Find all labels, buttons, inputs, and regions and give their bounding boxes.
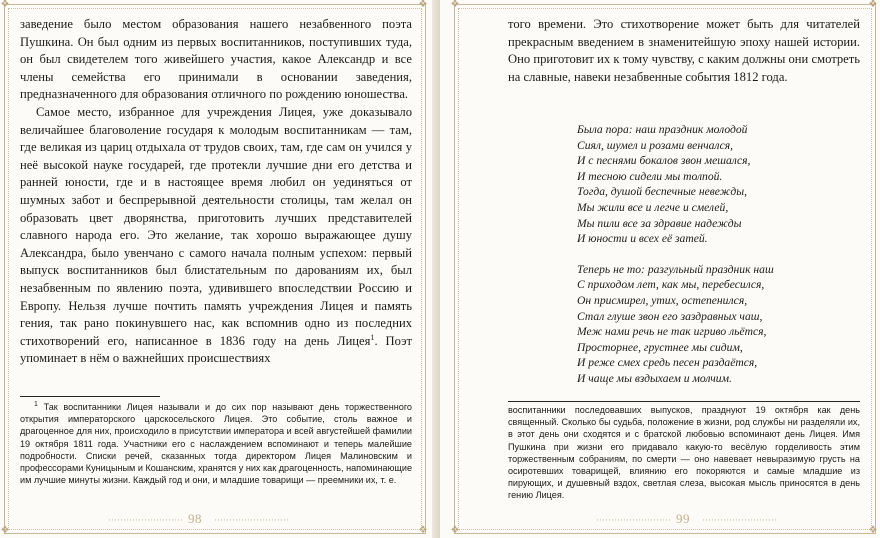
corner-ornament-icon: ❖	[450, 0, 460, 10]
corner-ornament-icon: ❖	[868, 0, 878, 10]
footnote-reference: 1	[370, 332, 375, 342]
page-number-ornament-right: ·························	[214, 515, 289, 525]
corner-ornament-icon: ❖	[418, 525, 428, 536]
poem-line: И тесною сидели мы толпой.	[577, 169, 723, 183]
footnote-text: воспитанники последовавших выпусков, празднуют 19 октября как день священный. Сколько бы судьба, положение в жизни, род службы ни разделяли их, в этот день они сходятся и с братской любовью вспоминают день Лицея. Имя Пушкина при жизни его придавало какую-то весёлую горделивость этим торжественным собраниям, по смерти — оно навевает невыразимую грусть на осиротевших товарищей, влиянию его покоряются и самые младшие из пирующих, и душевный вздох, светлая слеза, высокая мысль приносятся в день гению Лицея.	[508, 405, 860, 501]
page-number-ornament-left: ·························	[108, 515, 183, 525]
poem-line: Теперь не то: разгульный праздник наш	[577, 262, 774, 276]
footnote	[20, 401, 412, 486]
poem-line: С приходом лет, как мы, перебесился,	[577, 278, 765, 292]
corner-ornament-icon: ❖	[0, 0, 10, 10]
footnote	[508, 404, 860, 502]
poem-line: Мы жили все и легче и смелей,	[577, 200, 729, 214]
right-page	[440, 0, 880, 538]
page-number-ornament-left: ·························	[596, 515, 671, 525]
corner-ornament-icon: ❖	[868, 525, 878, 536]
paragraph: Самое место, избранное для учреждения Лицея, уже доказывало величайшее благоволение государя к молодым воспитанникам — там, где великая из цариц отдыхала от трудов своих, там, где сам он учился у неё высокой науке государей, где протекли лучшие дни его детства и ранней юности, где и в настоящее время любил он уединяться от шумных забот и беспрерывной деятельности столицы, там желал он образовать цвет дворянства, приготовить лучших представителей славного народа его. Это желание, так хорошо выражающее душу Александра, было увенчано с самого начала полным успехом: первый выпуск воспитанников был блистательным по дарованиям их, был незабвенным по явлению поэта, удивившего впоследствии Россию и Европу. Нельзя лучше почтить память учреждения Лицея и память гения, так рано покинувшего нас, как вспомнив одно из последних стихотворений его, написанное в 1836 году на день Лицея$^1$. Поэт упоминает в нём о важнейших происшествиях	[20, 104, 412, 366]
poem-line: Была пора: наш праздник молодой	[577, 123, 748, 136]
poem-line: И чаще мы вздыхаем и молчим.	[577, 371, 732, 385]
right-body-text	[508, 16, 860, 86]
poem-line: Меж нами речь не так игриво льётся,	[577, 325, 767, 339]
poem-line: Сиял, шумел и розами венчался,	[577, 138, 734, 152]
poem-line: И юности и всех её затей.	[577, 232, 708, 246]
poem-line: Стал глуше звон его заздравных чаш,	[577, 309, 763, 323]
page-number: 98	[188, 511, 202, 526]
poem-line: И реже смех средь песен раздаётся,	[577, 356, 758, 370]
poem	[577, 122, 867, 402]
footnote-number: 1	[34, 400, 38, 408]
poem-line: Тогда, душой беспечные невежды,	[577, 185, 748, 199]
paragraph: того времени. Это стихотворение может быть для читателей прекрасным введением в знаменитейшую эпоху нашей истории. Оно приготовит их к тому чувству, с каким должны они смотреть на славные, навеки незабвенные события 1812 года.	[508, 17, 860, 84]
footnote-text: Так воспитанники Лицея называли и до сих пор называют день торжественного открытия императорского царскосельского Лицея. Это событие, столь важное и драгоценное для них, происходило в присутствии императора и всей августейшей фамилии 19 октября 1811 года. Участники его с наслаждением вспоминают и теперь малейшие подробности. Списки речей, сказанных тогда директором Лицея Малиновским и профессорами Куницыным и Кошанским, хранятся у них как драгоценность, напоминающие им лучшие минуты жизни. Каждый год и они, и младшие товарищи — преемники их, т. е.	[20, 402, 413, 486]
corner-ornament-icon: ❖	[0, 525, 10, 536]
footnote-divider	[20, 396, 160, 397]
poem-line: И с песнями бокалов звон мешался,	[577, 154, 751, 168]
page-number: 99	[676, 511, 690, 526]
page-number-ornament-right: ·························	[702, 515, 777, 525]
paragraph: заведение было местом образования нашего незабвенного поэта Пушкина. Он был одним из первых воспитанников, поступивших туда, он был свидетелем того живейшего участия, какое Александр и все члены семейства его принимали в основании заведения, предназначенного для образования отличного по рождению юношества.	[20, 17, 412, 102]
poem-line: Он присмирел, утих, остепенился,	[577, 293, 748, 307]
corner-ornament-icon: ❖	[450, 525, 460, 536]
poem-line: Мы пили все за здравие надежды	[577, 216, 742, 230]
poem-line: Просторнее, грустнее мы сидим,	[577, 340, 743, 354]
footnote-divider	[508, 401, 860, 402]
poem-stanza-2	[577, 262, 867, 387]
left-body-text	[20, 16, 412, 368]
poem-stanza-1	[577, 122, 867, 247]
corner-ornament-icon: ❖	[418, 0, 428, 10]
